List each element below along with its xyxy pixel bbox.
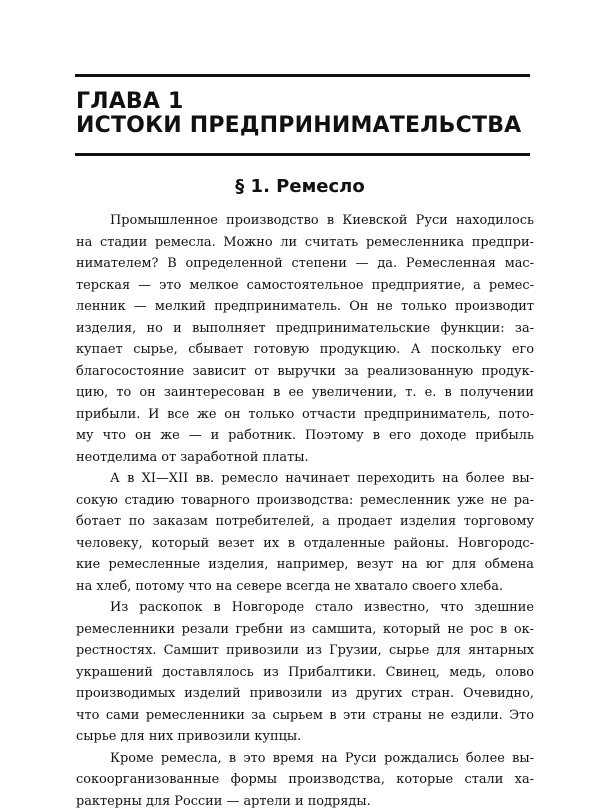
paragraph bbox=[76, 748, 534, 812]
paragraph-line: рестностях. Самшит привозили из Грузии, сырье для янтарных bbox=[76, 640, 534, 662]
paragraph-line: купает сырье, сбывает готовую продукцию. А поскольку его bbox=[76, 339, 534, 361]
paragraph-line: на стадии ремесла. Можно ли считать ремесленника предпри- bbox=[76, 232, 534, 254]
paragraph-line: благосостояние зависит от выручки за реализованную продук- bbox=[76, 361, 534, 383]
paragraph-line: человеку, который везет их в отдаленные районы. Новгородс- bbox=[76, 533, 534, 555]
chapter-title: ИСТОКИ ПРЕДПРИНИМАТЕЛЬСТВА bbox=[76, 114, 536, 138]
paragraph-line: прибыли. И все же он только отчасти предприниматель, пото- bbox=[76, 404, 534, 426]
top-rule bbox=[75, 74, 530, 77]
paragraph-line: Кроме ремесла, в это время на Руси рождались более вы- bbox=[76, 748, 534, 770]
paragraph-line: Из раскопок в Новгороде стало известно, что здешние bbox=[76, 597, 534, 619]
paragraph-line: рактерны для России — артели и подряды. bbox=[76, 791, 534, 812]
chapter-heading bbox=[76, 90, 536, 138]
paragraph-line: му что он же — и работник. Поэтому в его доходе прибыль bbox=[76, 425, 534, 447]
paragraph-line: что сами ремесленники за сырьем в эти страны не ездили. Это bbox=[76, 705, 534, 727]
body-text bbox=[76, 210, 534, 812]
chapter-number: ГЛАВА 1 bbox=[76, 90, 536, 114]
paragraph-line: украшений доставлялось из Прибалтики. Свинец, медь, олово bbox=[76, 662, 534, 684]
paragraph-line: нимателем? В определенной степени — да. Ремесленная мас- bbox=[76, 253, 534, 275]
section-title: § 1. Ремесло bbox=[0, 176, 600, 198]
paragraph-line: сокоорганизованные формы производства, которые стали ха- bbox=[76, 769, 534, 791]
paragraph-line: ремесленники резали гребни из самшита, который не рос в ок- bbox=[76, 619, 534, 641]
paragraph-line: сокую стадию товарного производства: ремесленник уже не ра- bbox=[76, 490, 534, 512]
paragraph-line: сырье для них привозили купцы. bbox=[76, 726, 534, 748]
paragraph bbox=[76, 597, 534, 748]
bottom-rule bbox=[75, 153, 530, 156]
paragraph-line: цию, то он заинтересован в ее увеличении, т. е. в получении bbox=[76, 382, 534, 404]
paragraph-line: кие ремесленные изделия, например, везут на юг для обмена bbox=[76, 554, 534, 576]
paragraph bbox=[76, 210, 534, 468]
paragraph bbox=[76, 468, 534, 597]
paragraph-line: ленник — мелкий предприниматель. Он не только производит bbox=[76, 296, 534, 318]
paragraph-line: неотделима от заработной платы. bbox=[76, 447, 534, 469]
paragraph-line: терская — это мелкое самостоятельное предприятие, а ремес- bbox=[76, 275, 534, 297]
paragraph-line: А в XI—XII вв. ремесло начинает переходить на более вы- bbox=[76, 468, 534, 490]
paragraph-line: ботает по заказам потребителей, а продает изделия торговому bbox=[76, 511, 534, 533]
paragraph-line: на хлеб, потому что на севере всегда не хватало своего хлеба. bbox=[76, 576, 534, 598]
paragraph-line: производимых изделий привозили из других стран. Очевидно, bbox=[76, 683, 534, 705]
paragraph-line: изделия, но и выполняет предпринимательские функции: за- bbox=[76, 318, 534, 340]
paragraph-line: Промышленное производство в Киевской Руси находилось bbox=[76, 210, 534, 232]
